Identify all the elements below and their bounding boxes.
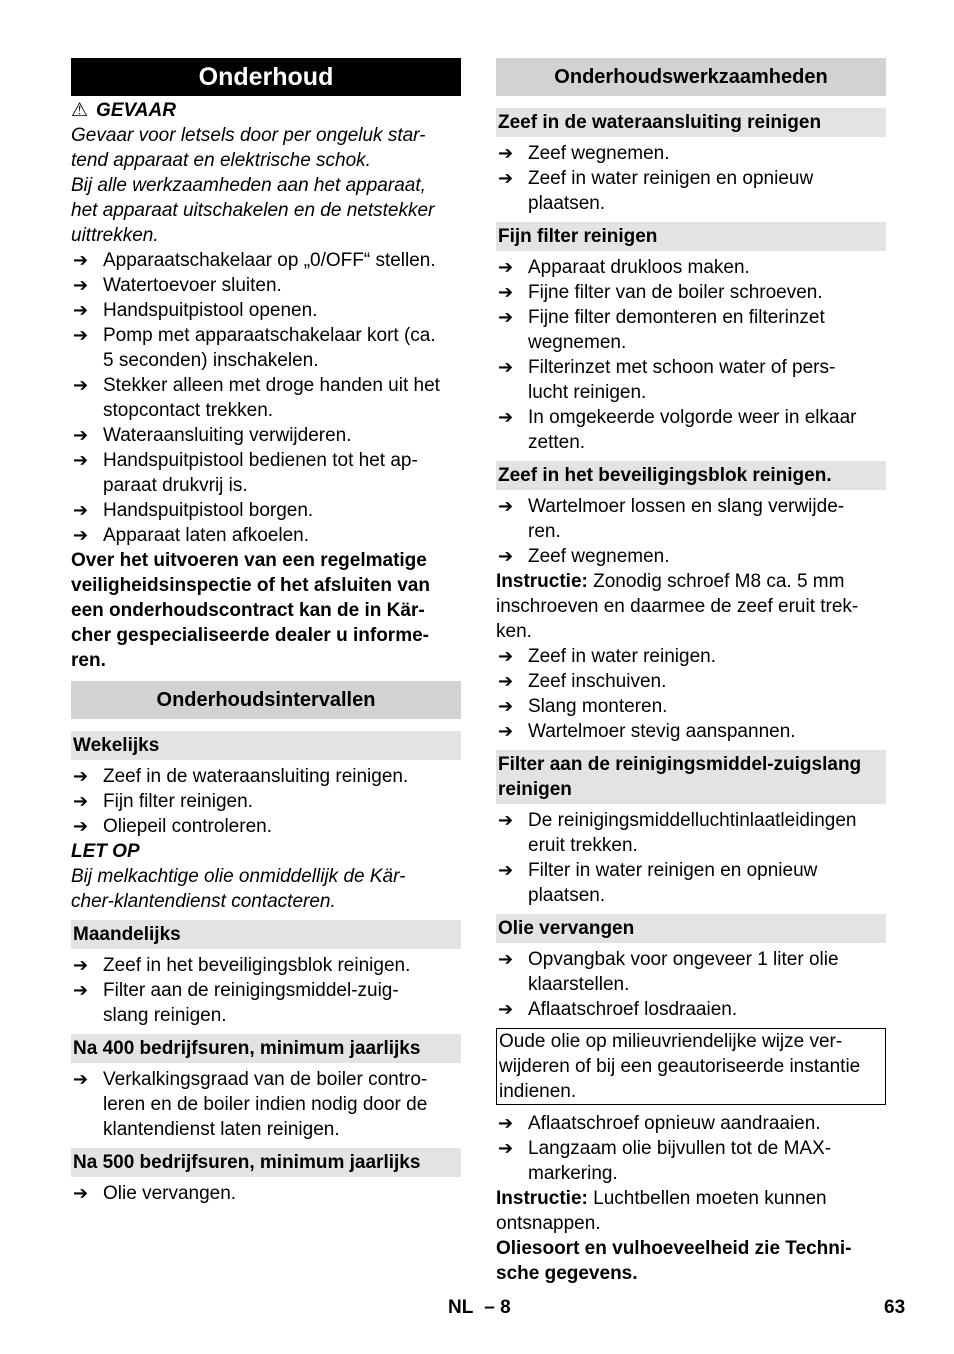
list-item: ➔ Zeef in het beveiligingsblok reinigen. xyxy=(73,955,411,976)
list-item: ➔ Wateraansluiting verwijderen. xyxy=(73,425,352,446)
letop-text: Bij melkachtige olie onmiddellijk de Kär- cher-klantendienst contacteren. xyxy=(71,866,406,912)
list-item: ➔ Zeef wegnemen. xyxy=(498,143,670,164)
list-item: ➔ Fijne filter van de boiler schroeven. xyxy=(498,282,823,303)
arrow-right-icon: ➔ xyxy=(498,357,514,377)
arrow-right-icon: ➔ xyxy=(73,955,89,975)
h400-heading: Na 400 bedrijfsuren, minimum jaarlijks xyxy=(71,1034,461,1063)
s3-instruction: Instructie: Zonodig schroef M8 ca. 5 mm inschroeven en daarmee de zeef eruit trek- ken. xyxy=(496,571,859,642)
list-item: ➔ Slang monteren. xyxy=(498,696,668,717)
arrow-right-icon: ➔ xyxy=(73,1069,89,1089)
list-item: ➔ Zeef in water reinigen. xyxy=(498,646,716,667)
list-item: ➔ Wartelmoer lossen en slang verwijde- ren. xyxy=(498,496,845,542)
list-item: ➔ Fijn filter reinigen. xyxy=(73,791,253,812)
arrow-right-icon: ➔ xyxy=(73,1183,89,1203)
list-item: ➔ Verkalkingsgraad van de boiler contro- leren en de boiler indien nodig door de klantendienst laten reinigen. xyxy=(73,1069,428,1140)
arrow-right-icon: ➔ xyxy=(498,307,514,327)
list-item: ➔ Apparaat drukloos maken. xyxy=(498,257,750,278)
danger-label: GEVAAR xyxy=(96,100,176,121)
list-item: ➔ De reinigingsmiddelluchtinlaatleidingen eruit trekken. xyxy=(498,810,857,856)
footer-section-page: 8 xyxy=(500,1297,511,1318)
arrow-right-icon: ➔ xyxy=(498,696,514,716)
list-item: ➔ Zeef wegnemen. xyxy=(498,546,670,567)
weekly-heading: Wekelijks xyxy=(71,731,461,760)
arrow-right-icon: ➔ xyxy=(73,250,89,270)
section-title-onderhoud: Onderhoud xyxy=(71,58,461,96)
s5-list-a xyxy=(496,947,886,1022)
arrow-right-icon: ➔ xyxy=(498,546,514,566)
arrow-right-icon: ➔ xyxy=(498,496,514,516)
arrow-right-icon: ➔ xyxy=(73,500,89,520)
safety-steps-list xyxy=(71,248,461,548)
danger-text: Gevaar voor letsels door per ongeluk star- tend apparaat en elektrische schok. Bij alle werkzaamheden aan het apparaat, het apparaat uitschakelen en de netstekker uittrekken. xyxy=(71,125,435,246)
s2-heading: Fijn filter reinigen xyxy=(496,222,886,251)
list-item: ➔ Aflaatschroef losdraaien. xyxy=(498,999,738,1020)
h500-heading: Na 500 bedrijfsuren, minimum jaarlijks xyxy=(71,1148,461,1177)
h500-list xyxy=(71,1181,461,1206)
arrow-right-icon: ➔ xyxy=(73,275,89,295)
s1-list xyxy=(496,141,886,216)
list-item: ➔ Apparaat laten afkoelen. xyxy=(73,525,309,546)
arrow-right-icon: ➔ xyxy=(498,721,514,741)
list-item: ➔ Langzaam olie bijvullen tot de MAX- markering. xyxy=(498,1138,832,1184)
arrow-right-icon: ➔ xyxy=(498,1113,514,1133)
arrow-right-icon: ➔ xyxy=(498,257,514,277)
arrow-right-icon: ➔ xyxy=(498,168,514,188)
footer-section-label: NL – 8 xyxy=(448,1297,511,1318)
list-item: ➔ Apparaatschakelaar op „0/OFF“ stellen. xyxy=(73,250,436,271)
arrow-right-icon: ➔ xyxy=(73,450,89,470)
arrow-right-icon: ➔ xyxy=(73,980,89,1000)
list-item: ➔ Filter aan de reinigingsmiddel-zuig- slang reinigen. xyxy=(73,980,399,1026)
list-item: ➔ Stekker alleen met droge handen uit het stopcontact trekken. xyxy=(73,375,440,421)
arrow-right-icon: ➔ xyxy=(73,300,89,320)
warning-triangle-icon: ⚠ xyxy=(71,100,89,121)
arrow-right-icon: ➔ xyxy=(498,407,514,427)
list-item: ➔ Opvangbak voor ongeveer 1 liter olie klaarstellen. xyxy=(498,949,839,995)
right-column xyxy=(496,58,886,1286)
arrow-right-icon: ➔ xyxy=(498,810,514,830)
s4-list xyxy=(496,808,886,908)
footer-language: NL xyxy=(448,1297,473,1318)
arrow-right-icon: ➔ xyxy=(498,282,514,302)
arrow-right-icon: ➔ xyxy=(73,791,89,811)
oil-disposal-notice: Oude olie op milieuvriendelijke wijze ver- wijderen of bij een geautoriseerde instantie indienen. xyxy=(496,1028,886,1105)
monthly-heading: Maandelijks xyxy=(71,920,461,949)
list-item: ➔ Zeef inschuiven. xyxy=(498,671,667,692)
arrow-right-icon: ➔ xyxy=(498,1138,514,1158)
arrow-right-icon: ➔ xyxy=(73,425,89,445)
list-item: ➔ Handspuitpistool bedienen tot het ap- paraat drukvrij is. xyxy=(73,450,418,496)
arrow-right-icon: ➔ xyxy=(498,860,514,880)
s5-heading: Olie vervangen xyxy=(496,914,886,943)
s2-list xyxy=(496,255,886,455)
list-item: ➔ In omgekeerde volgorde weer in elkaar zetten. xyxy=(498,407,857,453)
arrow-right-icon: ➔ xyxy=(73,766,89,786)
weekly-list xyxy=(71,764,461,839)
page-number: 63 xyxy=(884,1297,906,1318)
list-item: ➔ Zeef in de wateraansluiting reinigen. xyxy=(73,766,409,787)
list-item: ➔ Pomp met apparaatschakelaar kort (ca. 5 seconden) inschakelen. xyxy=(73,325,436,371)
list-item: ➔ Handspuitpistool borgen. xyxy=(73,500,314,521)
s3-heading: Zeef in het beveiligingsblok reinigen. xyxy=(496,461,886,490)
list-item: ➔ Zeef in water reinigen en opnieuw plaatsen. xyxy=(498,168,814,214)
letop-label: LET OP xyxy=(71,841,140,862)
list-item: ➔ Filter in water reinigen en opnieuw plaatsen. xyxy=(498,860,818,906)
s1-heading: Zeef in de wateraansluiting reinigen xyxy=(496,108,886,137)
arrow-right-icon: ➔ xyxy=(498,671,514,691)
list-item: ➔ Watertoevoer sluiten. xyxy=(73,275,282,296)
list-item: ➔ Wartelmoer stevig aanspannen. xyxy=(498,721,796,742)
list-item: ➔ Filterinzet met schoon water of pers- lucht reinigen. xyxy=(498,357,836,403)
monthly-list xyxy=(71,953,461,1028)
s4-heading: Filter aan de reinigingsmiddel-zuigslang reinigen xyxy=(496,750,886,804)
intervals-heading: Onderhoudsintervallen xyxy=(71,681,461,719)
arrow-right-icon: ➔ xyxy=(73,325,89,345)
arrow-right-icon: ➔ xyxy=(73,375,89,395)
list-item: ➔ Aflaatschroef opnieuw aandraaien. xyxy=(498,1113,821,1134)
arrow-right-icon: ➔ xyxy=(73,525,89,545)
inspection-note: Over het uitvoeren van een regelmatige veiligheidsinspectie of het afsluiten van een onderhoudscontract kan de in Kär- cher gespecialiseerde dealer u informe- ren. xyxy=(71,550,430,671)
h400-list xyxy=(71,1067,461,1142)
arrow-right-icon: ➔ xyxy=(73,816,89,836)
list-item: ➔ Handspuitpistool openen. xyxy=(73,300,318,321)
section-title-werkzaamheden: Onderhoudswerkzaamheden xyxy=(496,58,886,96)
s5-list-b xyxy=(496,1111,886,1186)
s5-instruction: Instructie: Luchtbellen moeten kunnen ontsnappen. xyxy=(496,1188,827,1234)
s3-list-a xyxy=(496,494,886,569)
arrow-right-icon: ➔ xyxy=(498,999,514,1019)
left-column xyxy=(71,58,461,1206)
danger-heading xyxy=(71,98,461,123)
oil-type-note: Oliesoort en vulhoeveelheid zie Techni- sche gegevens. xyxy=(496,1238,852,1284)
arrow-right-icon: ➔ xyxy=(498,949,514,969)
list-item: ➔ Olie vervangen. xyxy=(73,1183,237,1204)
s3-list-b xyxy=(496,644,886,744)
list-item: ➔ Oliepeil controleren. xyxy=(73,816,272,837)
arrow-right-icon: ➔ xyxy=(498,143,514,163)
list-item: ➔ Fijne filter demonteren en filterinzet wegnemen. xyxy=(498,307,825,353)
arrow-right-icon: ➔ xyxy=(498,646,514,666)
